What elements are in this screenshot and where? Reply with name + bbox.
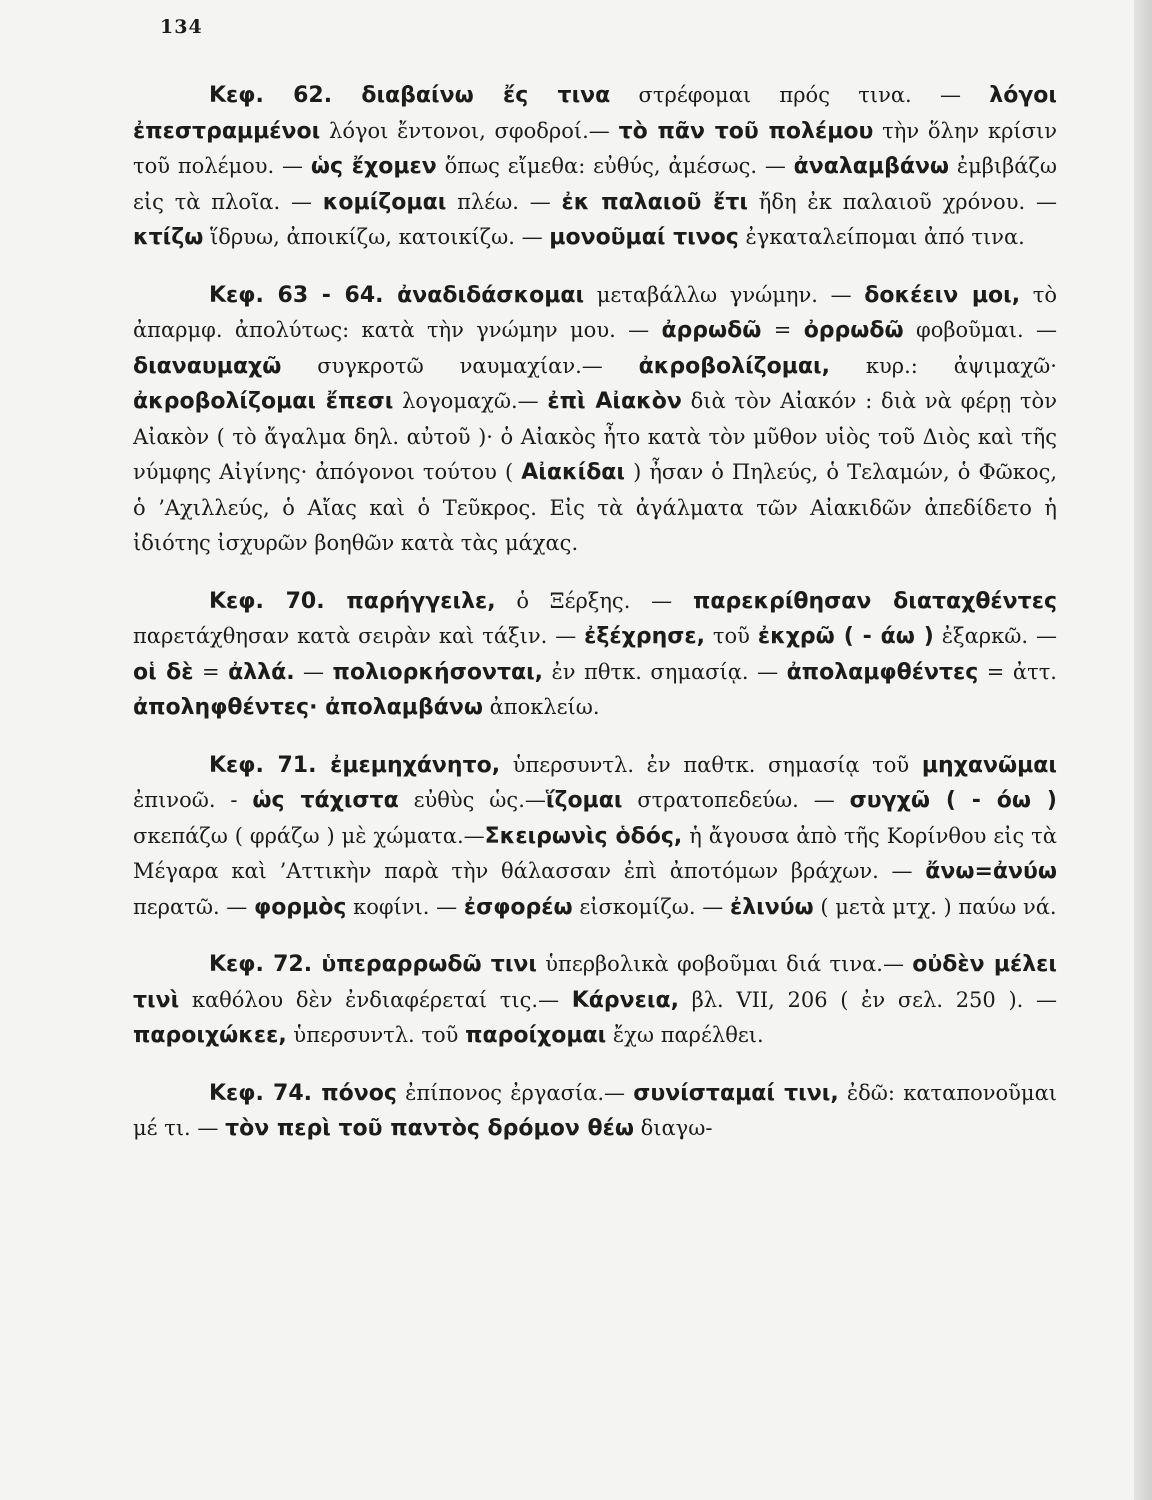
definition-text: τὴν ὅλην κρίσιν τοῦ πολέμου. — — [133, 118, 1057, 178]
headword: ἐπὶ Αἰακὸν — [547, 389, 682, 414]
definition-text: εὐθὺς ὡς.— — [398, 788, 546, 812]
definition-text: ὑπερσυντλ. ἐν παθτκ. σημασίᾳ τοῦ — [500, 752, 922, 777]
headword: ἀποληφθέντες· ἀπολαμβάνω — [133, 695, 483, 720]
definition-text: ὁ Ξέρξης. — — [495, 588, 693, 613]
definition-text: ἀποκλείω. — [482, 695, 600, 719]
headword: παροιχώκεε, — [133, 1023, 287, 1048]
headword: ἐσφορέω — [463, 894, 573, 920]
headword: διαναυμαχῶ — [133, 353, 282, 379]
headword: Κεφ. 72. ὑπεραρρωδῶ τινι — [209, 952, 537, 977]
definition-text: μεταβάλλω γνώμην. — — [584, 282, 865, 307]
definition-text: ( μετὰ μτχ. ) παύω νά. — [813, 894, 1057, 919]
definition-text: = ἀττ. — [978, 659, 1057, 684]
definition-text: στρέφομαι πρός τινα. — — [610, 83, 990, 107]
headword: ἐξέχρησε, — [584, 624, 705, 649]
definition-text: ἤδη ἐκ παλαιοῦ χρόνου. — — [747, 189, 1057, 214]
definition-text: συγκροτῶ ναυμαχίαν.— — [281, 353, 639, 378]
definition-text: ὑπερβολικὰ φοβοῦμαι διά τινα.— — [536, 952, 913, 976]
page-number: 134 — [160, 16, 203, 38]
definition-text: = — [761, 318, 804, 342]
headword: ἀπολαμφθέντες — [786, 659, 979, 685]
headword: Σκειρωνὶς ὁδός, — [484, 823, 683, 849]
headword: πολιορκήσονται, — [332, 659, 544, 685]
headword: Αἰακίδαι — [521, 460, 625, 485]
definition-text: παρετάχθησαν κατὰ σειρὰν καὶ τάξιν. — — [133, 624, 585, 648]
headword: παροίχομαι — [465, 1023, 607, 1048]
headword: Κάρνεια, — [571, 987, 679, 1013]
definition-text: ἵδρυω, ἀποικίζω, κατοικίζω. — — [203, 225, 550, 249]
definition-text: ἔχω παρέλθει. — [606, 1023, 764, 1047]
definition-text: ) ἦσαν ὁ Πηλεύς, ὁ Τελαμών, ὁ Φῶκος, ὁ ’Αχιλλεύς, ὁ Αἴας καὶ ὁ Τεῦκρος. Εἰς τὰ ἀγάλματα τῶν Αἰακιδῶν ἀπεδίδετο ἡ ἰδιότης ἰσχυρῶν βοηθῶν κατὰ τὰς μάχας. — [133, 460, 1058, 555]
headword: συγχῶ ( - όω ) — [849, 788, 1057, 813]
definition-text: ἐγκαταλείπομαι ἀπό τινα. — [738, 225, 1025, 249]
headword: ἀκροβολίζομαι, — [638, 353, 830, 379]
definition-text: βλ. VII, 206 ( ἐν σελ. 250 ). — — [678, 987, 1057, 1012]
definition-text: ἐν πθτκ. σημασίᾳ. — — [543, 659, 787, 684]
definition-text: διὰ τὸν Αἰακόν : διὰ νὰ φέρῃ τὸν Αἰακὸν ( τὸ ἄγαλμα δηλ. αὐτοῦ )· ὁ Αἰακὸς ἦτο κατὰ τὸν μῦθον υἱὸς τοῦ Διὸς καὶ τῆς νύμφης Αἰγίνης· ἀπόγονοι τούτου ( — [133, 389, 1057, 484]
headword: Κεφ. 71. ἐμεμηχάνητο, — [209, 752, 501, 778]
headword: ἀκροβολίζομαι ἔπεσι — [133, 389, 394, 414]
definition-text: ἐπίπονος ἐργασία.— — [396, 1080, 634, 1105]
glossary-entry — [133, 584, 1057, 726]
glossary-entry — [133, 748, 1057, 926]
headword: μηχανῶμαι — [921, 752, 1057, 778]
headword: ἀρρωδῶ — [661, 318, 762, 343]
glossary-entry — [133, 947, 1057, 1054]
headword: κτίζω — [133, 225, 204, 250]
headword: συνίσταμαί τινι, — [633, 1080, 839, 1106]
definition-text: λογομαχῶ.— — [393, 389, 548, 413]
headword: ἀναλαμβάνω — [793, 154, 950, 179]
definition-text: εἰσκομίζω. — — [572, 894, 730, 919]
headword: Κεφ. 62. διαβαίνω ἔς τινα — [209, 83, 611, 108]
headword: ἵζομαι — [545, 788, 623, 813]
headword: Κεφ. 74. πόνος — [209, 1080, 397, 1106]
definition-text: τὸ ἀπαρμφ. ἀπολύτως: κατὰ τὴν γνώμην μου. — — [133, 282, 1057, 342]
headword: ἐκχρῶ ( - άω ) — [757, 624, 934, 649]
headword: ἀλλά. — [228, 659, 295, 685]
definition-text: φοβοῦμαι. — — [903, 318, 1057, 342]
definition-text: ἡ ἄγουσα ἀπὸ τῆς Κορίνθου εἰς τὰ Μέγαρα καὶ ’Αττικὴν παρὰ τὴν θάλασσαν ἐπὶ ἀποτόμων βράχων. — — [133, 823, 1057, 883]
headword: οὐδὲν μέλει τινὶ — [133, 952, 1057, 1013]
definition-text: ὑπερσυντλ. τοῦ — [286, 1023, 466, 1047]
headword: λόγοι ἐπεστραμμένοι — [133, 83, 1057, 144]
headword: φορμὸς — [253, 894, 347, 920]
headword: Κεφ. 63 - 64. ἀναδιδάσκομαι — [209, 282, 585, 308]
definition-text: διαγω- — [633, 1116, 713, 1140]
headword: ὡς τάχιστα — [252, 788, 399, 813]
definition-text: λόγοι ἔντονοι, σφοδροί.— — [320, 118, 619, 143]
headword: ἐκ παλαιοῦ ἔτι — [561, 189, 748, 215]
headword: παρεκρίθησαν διαταχθέντες — [692, 588, 1057, 614]
definition-text: ἐδῶ: καταπονοῦμαι μέ τι. — — [133, 1080, 1057, 1140]
definition-text: ἐπινοῶ. - — [133, 788, 253, 812]
headword: κομίζομαι — [322, 189, 447, 215]
glossary-entry — [133, 78, 1057, 256]
definition-text: ἐμβιβάζω εἰς τὰ πλοῖα. — — [133, 154, 1057, 214]
headword: οἱ δὲ — [133, 659, 194, 685]
definition-text: περατῶ. — — [133, 894, 254, 919]
headword: ἄνω=ἀνύω — [925, 859, 1057, 884]
definition-text: τοῦ — [705, 624, 758, 648]
definition-text: ὅπως εἴμεθα: εὐθύς, ἀμέσως. — — [436, 154, 794, 178]
headword: Κεφ. 70. παρήγγειλε, — [209, 588, 496, 614]
definition-text: πλέω. — — [446, 189, 562, 214]
page-edge — [1134, 0, 1152, 1500]
headword: ἐλινύω — [729, 894, 814, 920]
definition-text: = — [193, 659, 229, 684]
definition-text: στρατοπεδεύω. — — [622, 788, 850, 812]
definition-text: καθόλου δὲν ἐνδιαφέρεταί τις.— — [179, 987, 572, 1012]
headword: μονοῦμαί τινος — [549, 225, 739, 250]
headword: ὡς ἔχομεν — [310, 154, 437, 179]
definition-text: ἐξαρκῶ. — — [933, 624, 1057, 648]
glossary-entry — [133, 278, 1057, 562]
headword: τὸ πᾶν τοῦ πολέμου — [618, 118, 874, 144]
glossary-entry — [133, 1076, 1057, 1147]
definition-text: — — [294, 659, 333, 684]
definition-text: κοφίνι. — — [346, 894, 464, 919]
glossary-body — [133, 78, 1057, 1169]
headword: τὸν περὶ τοῦ παντὸς δρόμον θέω — [225, 1116, 634, 1141]
definition-text: σκεπάζω ( φράζω ) μὲ χώματα.— — [133, 823, 485, 848]
headword: δοκέειν μοι, — [864, 282, 1021, 308]
headword: ὀρρωδῶ — [803, 318, 904, 343]
definition-text: κυρ.: ἀψιμαχῶ· — [829, 353, 1057, 378]
